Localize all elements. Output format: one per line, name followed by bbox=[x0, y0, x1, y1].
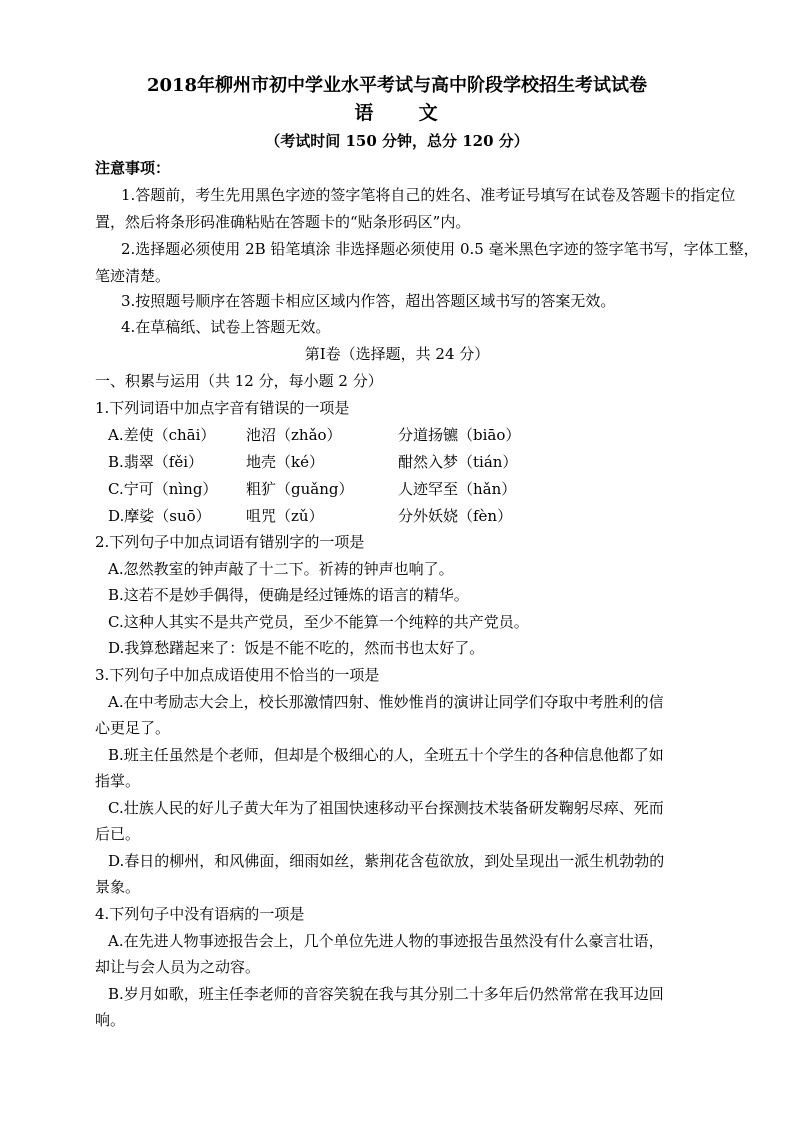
question-1-stem: 1.下列词语中加点字音有错误的一项是 bbox=[95, 399, 350, 417]
q1-option-word: 池沼（zhǎo） bbox=[246, 426, 342, 444]
q1-option: A.差使（chāi） bbox=[108, 426, 216, 444]
section-heading: 一、积累与运用（共 12 分，每小题 2 分） bbox=[95, 372, 383, 390]
q1-option: D.摩娑（suō） bbox=[108, 507, 211, 525]
exam-title: 2018年柳州市初中学业水平考试与高中阶段学校招生考试试卷 bbox=[146, 75, 648, 96]
q1-option: B.翡翠（fěi） bbox=[108, 453, 204, 471]
notes-heading: 注意事项： bbox=[95, 159, 171, 177]
q4-line: A.在先进人物事迹报告会上，几个单位先进人物的事迹报告虽然没有什么豪言壮语， bbox=[108, 932, 664, 950]
q4-line: B.岁月如歌，班主任李老师的音容笑貌在我与其分别二十多年后仍然常常在我耳边回 bbox=[108, 985, 664, 1003]
question-3-stem: 3.下列句子中加点成语使用不恰当的一项是 bbox=[95, 666, 380, 684]
note-line: 4.在草稿纸、试卷上答题无效。 bbox=[121, 318, 331, 336]
q2-option: A.忽然教室的钟声敲了十二下。祈祷的钟声也响了。 bbox=[108, 560, 454, 578]
subject-title bbox=[0, 103, 794, 123]
note-line: 1.答题前，考生先用黑色字迹的签字笔将自己的姓名、准考证号填写在试卷及答题卡的指定位 bbox=[121, 186, 736, 204]
subject-char-2: 文 bbox=[418, 102, 440, 124]
q1-option-word: 粗犷（guǎng） bbox=[246, 480, 354, 498]
q3-line: C.壮族人民的好儿子黄大年为了祖国快速移动平台探测技术装备研发鞠躬尽瘁、死而 bbox=[108, 799, 664, 817]
q4-line: 响。 bbox=[95, 1011, 126, 1029]
q2-option: D.我算愁躇起来了：饭是不能不吃的，然而书也太好了。 bbox=[108, 639, 485, 657]
exam-info: （考试时间 150 分钟，总分 120 分） bbox=[265, 132, 529, 150]
q1-option-word: 分道扬镳（biāo） bbox=[398, 426, 521, 444]
q2-option: B.这若不是妙手偶得，便确是经过锤炼的语言的精华。 bbox=[108, 586, 469, 604]
q2-option: C.这种人其实不是共产党员，至少不能算一个纯粹的共产党员。 bbox=[108, 613, 529, 631]
q3-line: 指掌。 bbox=[95, 772, 141, 790]
q1-option-word: 人迹罕至（hǎn） bbox=[398, 480, 517, 498]
subject-char-1: 语 bbox=[354, 102, 376, 124]
question-4-stem: 4.下列句子中没有语病的一项是 bbox=[95, 905, 305, 923]
question-2-stem: 2.下列句子中加点词语有错别字的一项是 bbox=[95, 533, 365, 551]
q3-line: D.春日的柳州，和风佛面，细雨如丝，紫荆花含苞欲放，到处呈现出一派生机勃勃的 bbox=[108, 852, 665, 870]
q1-option-word: 咀咒（zǔ） bbox=[246, 507, 324, 525]
q1-option-word: 分外妖娆（fèn） bbox=[398, 507, 513, 525]
note-line: 置，然后将条形码准确粘贴在答题卡的“贴条形码区”内。 bbox=[95, 213, 471, 231]
note-line: 3.按照题号顺序在答题卡相应区域内作答，超出答题区域书写的答案无效。 bbox=[121, 292, 616, 310]
q1-option-word: 酣然入梦（tián） bbox=[398, 453, 518, 471]
q3-line: A.在中考励志大会上，校长那激情四射、惟妙惟肖的演讲让同学们夺取中考胜利的信 bbox=[108, 693, 664, 711]
q3-line: 后已。 bbox=[95, 825, 141, 843]
q4-line: 却让与会人员为之动容。 bbox=[95, 958, 261, 976]
q3-line: B.班主任虽然是个老师，但却是个极细心的人，全班五十个学生的各种信息他都了如 bbox=[108, 746, 664, 764]
part-heading: 第Ⅰ卷（选择题，共 24 分） bbox=[304, 345, 490, 363]
q3-line: 心更足了。 bbox=[95, 719, 171, 737]
note-line: 2.选择题必须使用 2B 铅笔填涂 非选择题必须使用 0.5 毫米黑色字迹的签字笔书写，字体工整， bbox=[121, 240, 759, 258]
note-line: 笔迹清楚。 bbox=[95, 267, 171, 285]
q1-option-word: 地壳（ké） bbox=[246, 453, 324, 471]
q3-line: 景象。 bbox=[95, 878, 141, 896]
q1-option: C.宁可（nìng） bbox=[108, 480, 218, 498]
